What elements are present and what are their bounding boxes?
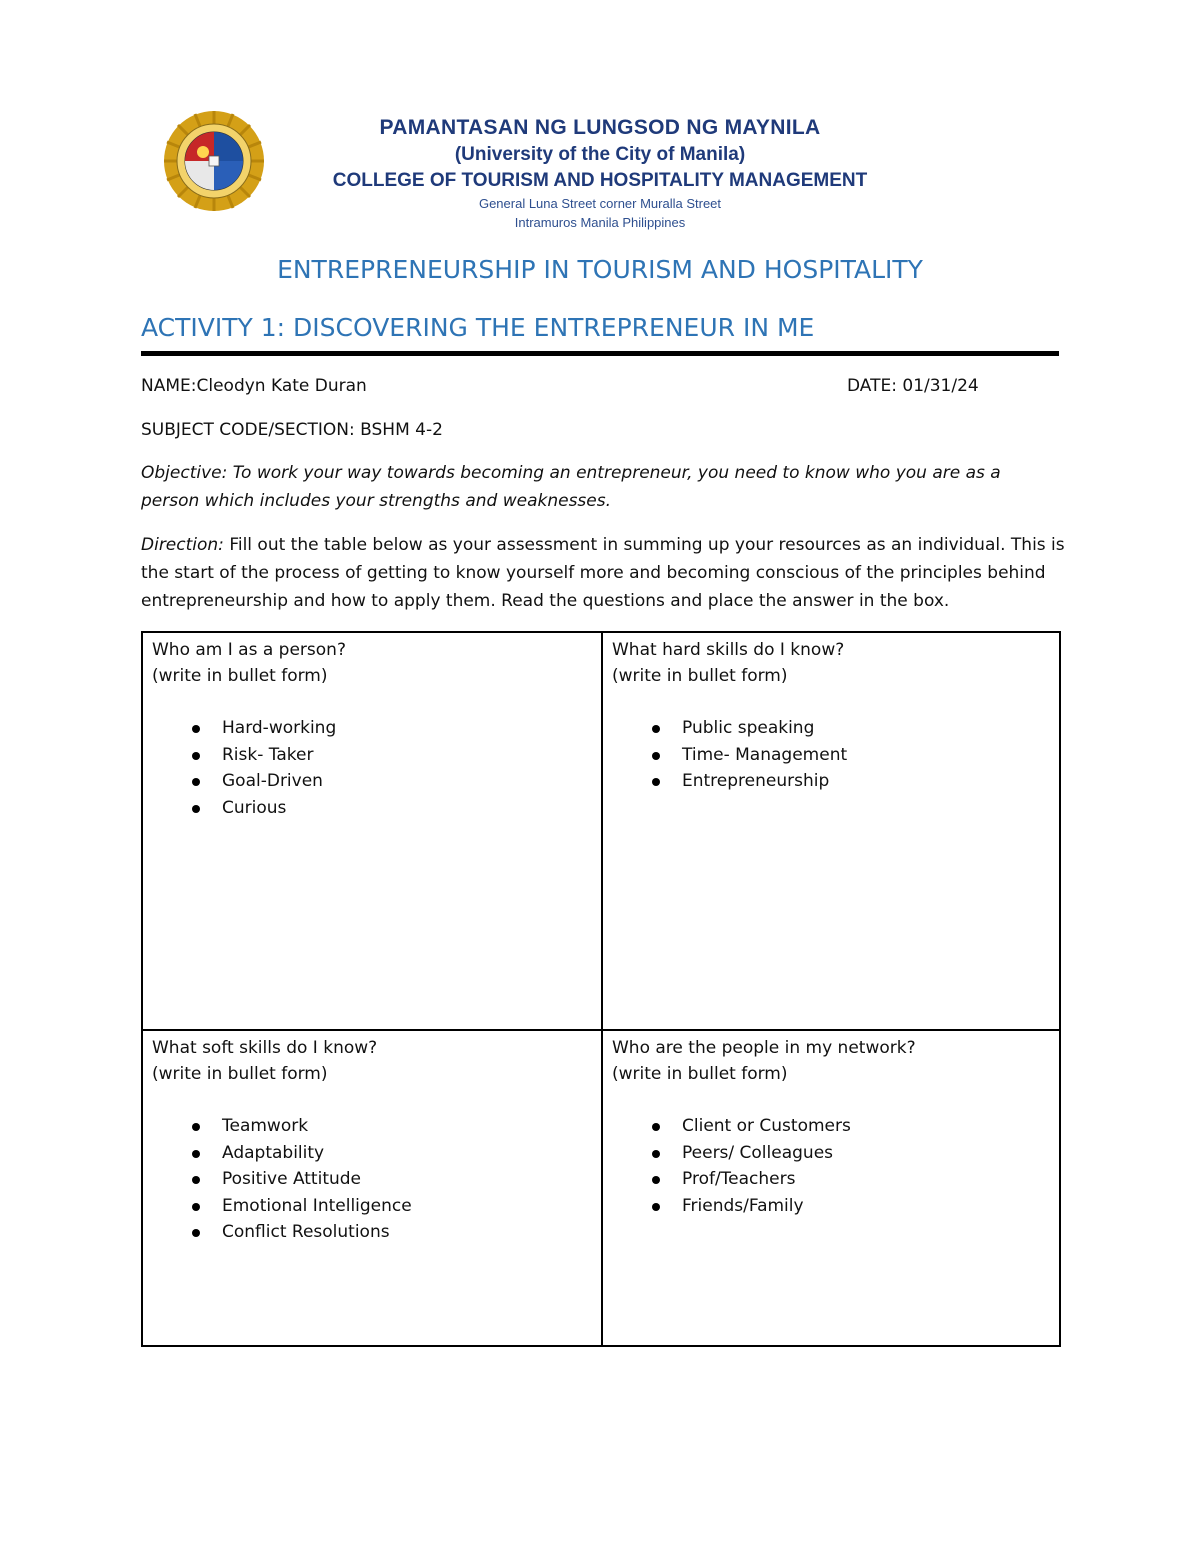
direction-text: Fill out the table below as your assessment in summing up your resources as an individual. This is the start of the process of getting to know yourself more and becoming conscious of the principles behind entrepreneurship and how to apply them. Read the questions and place the answer in the box. — [141, 535, 1065, 611]
list-item: Entrepreneurship — [612, 768, 1050, 795]
subject-line — [141, 416, 443, 444]
bullet-icon — [192, 1150, 200, 1158]
bullet-icon — [652, 725, 660, 733]
cell-question: What soft skills do I know? — [152, 1038, 378, 1058]
list-item: Time- Management — [612, 742, 1050, 769]
name-label: NAME: — [141, 376, 197, 396]
cell-hint: (write in bullet form) — [152, 1064, 328, 1084]
bullet-list — [612, 1113, 1050, 1219]
bullet-icon — [652, 1203, 660, 1211]
university-name: PAMANTASAN NG LUNGSOD NG MAYNILA — [379, 116, 821, 139]
title-divider — [141, 351, 1059, 356]
bullet-list — [152, 1113, 592, 1246]
address-line-2: Intramuros Manila Philippines — [514, 215, 686, 230]
bullet-list — [612, 715, 1050, 795]
list-item: Public speaking — [612, 715, 1050, 742]
list-item: Goal-Driven — [152, 768, 592, 795]
bullet-list — [152, 715, 592, 821]
list-item: Risk- Taker — [152, 742, 592, 769]
bullet-icon — [652, 1176, 660, 1184]
list-item: Peers/ Colleagues — [612, 1140, 1050, 1167]
name-value: Cleodyn Kate Duran — [196, 376, 367, 396]
college-name: COLLEGE OF TOURISM AND HOSPITALITY MANAGEMENT — [332, 170, 868, 191]
list-item: Curious — [152, 795, 592, 822]
bullet-icon — [192, 1203, 200, 1211]
table-cell-who-am-i — [143, 633, 601, 1029]
list-item: Teamwork — [152, 1113, 592, 1140]
cell-hint: (write in bullet form) — [612, 1064, 788, 1084]
list-item: Adaptability — [152, 1140, 592, 1167]
bullet-icon — [192, 1176, 200, 1184]
university-english-name: (University of the City of Manila) — [454, 144, 746, 165]
date-label: DATE: — [847, 376, 897, 396]
table-cell-hard-skills — [601, 633, 1059, 1029]
table-cell-network — [601, 1029, 1059, 1345]
bullet-icon — [652, 752, 660, 760]
list-item: Prof/Teachers — [612, 1166, 1050, 1193]
cell-question: What hard skills do I know? — [612, 640, 845, 660]
date-value: 01/31/24 — [902, 376, 979, 396]
bullet-icon — [192, 752, 200, 760]
list-item: Emotional Intelligence — [152, 1193, 592, 1220]
bullet-icon — [652, 1150, 660, 1158]
list-item: Conflict Resolutions — [152, 1219, 592, 1246]
bullet-icon — [192, 778, 200, 786]
direction-label: Direction: — [141, 535, 224, 555]
list-item: Friends/Family — [612, 1193, 1050, 1220]
bullet-icon — [652, 1123, 660, 1131]
activity-title: ACTIVITY 1: DISCOVERING THE ENTREPRENEUR IN ME — [141, 313, 815, 342]
cell-question: Who am I as a person? — [152, 640, 346, 660]
list-item: Hard-working — [152, 715, 592, 742]
cell-hint: (write in bullet form) — [612, 666, 788, 686]
objective-paragraph — [141, 459, 1061, 515]
list-item: Client or Customers — [612, 1113, 1050, 1140]
subject-label: SUBJECT CODE/SECTION: — [141, 420, 355, 440]
bullet-icon — [192, 805, 200, 813]
assessment-table — [141, 631, 1061, 1347]
address-line-1: General Luna Street corner Muralla Street — [478, 196, 722, 211]
table-cell-soft-skills — [143, 1029, 601, 1345]
bullet-icon — [192, 1123, 200, 1131]
name-line — [141, 372, 367, 400]
objective-text: To work your way towards becoming an entrepreneur, you need to know who you are as a person which includes your strengths and weaknesses. — [141, 463, 1001, 511]
subject-value: BSHM 4-2 — [360, 420, 443, 440]
bullet-icon — [652, 778, 660, 786]
direction-paragraph — [141, 531, 1071, 615]
cell-question: Who are the people in my network? — [612, 1038, 916, 1058]
course-title: ENTREPRENEURSHIP IN TOURISM AND HOSPITALITY — [277, 255, 923, 284]
bullet-icon — [192, 725, 200, 733]
date-line — [847, 372, 979, 400]
bullet-icon — [192, 1229, 200, 1237]
list-item: Positive Attitude — [152, 1166, 592, 1193]
objective-label: Objective: — [141, 463, 228, 483]
cell-hint: (write in bullet form) — [152, 666, 328, 686]
